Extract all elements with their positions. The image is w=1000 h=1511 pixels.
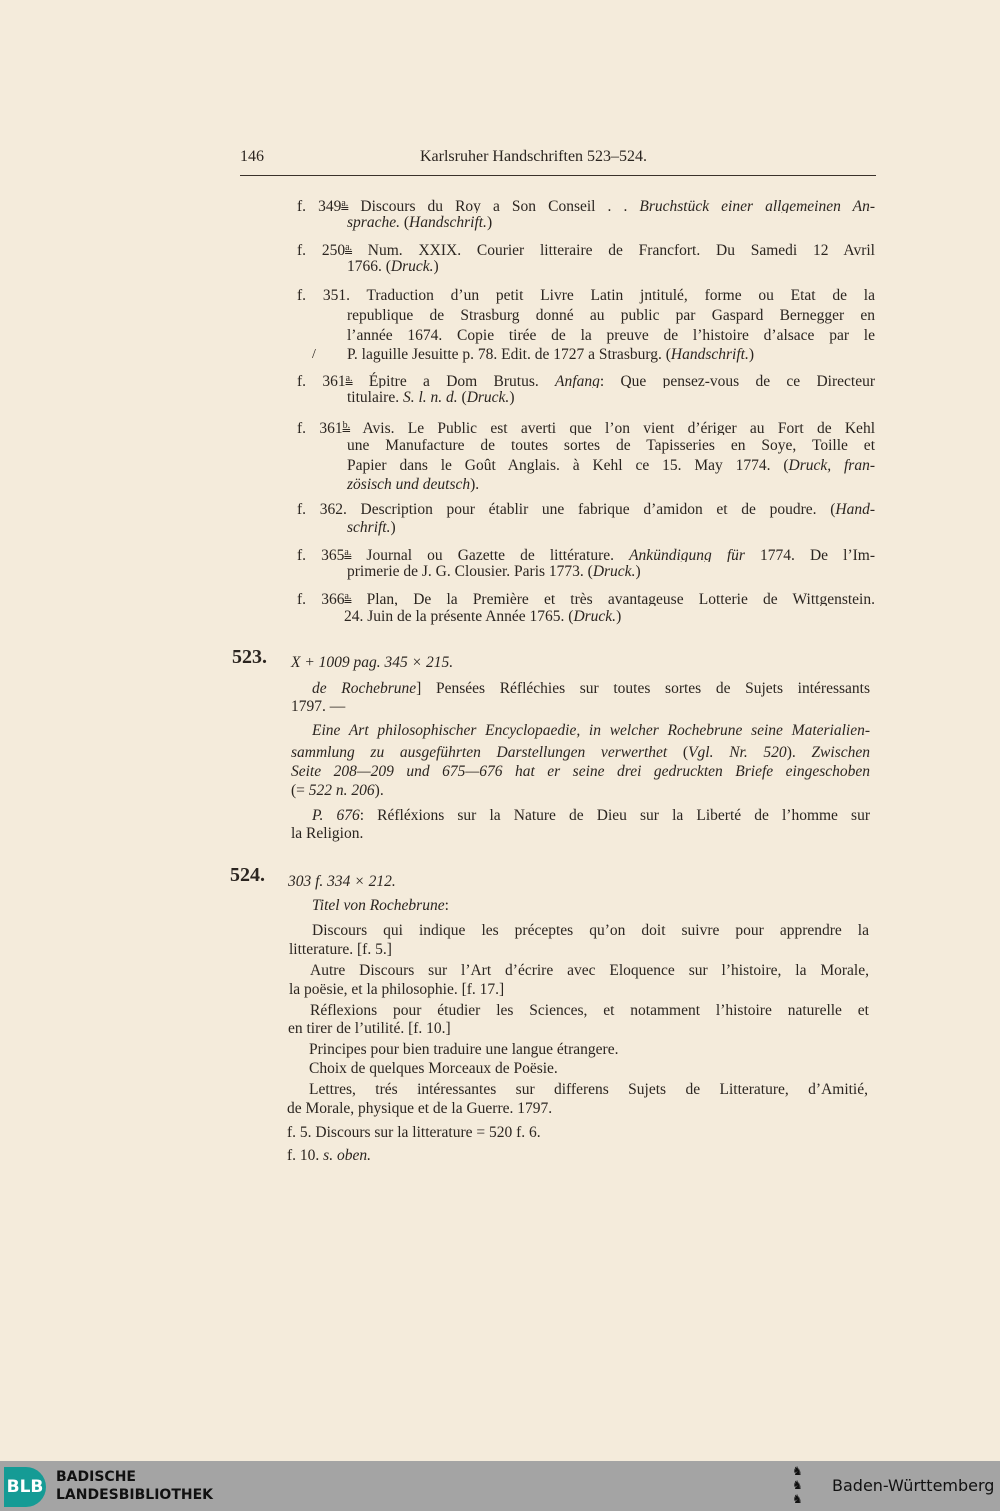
text-line: [297, 500, 875, 519]
text-segment: s. oben.: [323, 1147, 371, 1164]
text-segment: f. 349: [297, 198, 342, 213]
text-segment: ): [509, 389, 515, 406]
text-line: [310, 1001, 869, 1020]
text-segment: Discours qui indique les préceptes qu’on doit suivre pour apprendre la: [312, 922, 869, 939]
text-segment: Zwischen: [811, 744, 870, 761]
folio-superscript: a.: [345, 242, 353, 253]
text-line: [289, 980, 504, 999]
text-line: [312, 721, 870, 740]
text-line: [347, 257, 439, 276]
text-segment: primerie de J. G. Clousier. Paris 1773. (: [347, 563, 593, 580]
text-segment: Plan, De la Première et très avantageuse Lotterie de Wittgenstein.: [351, 591, 875, 606]
text-line: [312, 679, 870, 698]
text-segment: de Rochebrune: [312, 680, 417, 697]
text-line: [347, 456, 875, 475]
blb-logo[interactable]: BLB: [4, 1467, 46, 1507]
text-segment: 1766. (: [347, 258, 391, 275]
text-segment: f. 361: [297, 420, 343, 435]
text-segment: (: [667, 744, 689, 761]
folio-superscript: a.: [345, 373, 353, 384]
running-title: Karlsruher Handschriften 523–524.: [420, 148, 648, 165]
text-segment: Réflexions pour étudier les Sciences, et notamment l’histoire naturelle et: [310, 1002, 869, 1019]
text-segment: f. 5. Discours sur la litterature = 520 f. 6.: [287, 1124, 541, 1141]
text-segment: Ankündigung für: [629, 547, 745, 562]
text-line: [347, 306, 875, 325]
text-segment: republique de Strasburg donné au public par Gaspard Bernegger en: [347, 307, 875, 324]
text-line: [297, 238, 875, 257]
text-segment: P. laguille Jesuitte p. 78. Edit. de 1727 a Strasburg. (: [347, 346, 671, 363]
text-segment: Druck.: [573, 608, 617, 625]
text-line: [288, 872, 396, 891]
text-segment: Lettres, trés intéressantes sur differens Sujets de Litterature, d’Amitié,: [309, 1081, 868, 1098]
text-line: [312, 896, 449, 915]
text-segment: l’année 1674. Copie tirée de la preuve de l’histoire d’alsace par le: [347, 327, 875, 344]
text-line: [297, 369, 875, 388]
text-segment: f. 10.: [287, 1147, 324, 1164]
text-segment: Vgl. Nr. 520: [688, 744, 787, 761]
text-line: [287, 1123, 541, 1142]
text-segment: litterature. [f. 5.]: [289, 941, 392, 958]
text-segment: Papier dans le Goût Anglais. à Kehl ce 15. May 1774. (: [347, 457, 789, 474]
text-segment: 1774. De l’Im-: [744, 547, 875, 562]
text-line: [312, 921, 869, 940]
text-segment: de Morale, physique et de la Guerre. 1797.: [287, 1100, 553, 1117]
text-segment: S. l. n. d.: [402, 389, 458, 406]
text-line: [347, 345, 754, 364]
text-segment: f. 361: [297, 373, 346, 388]
text-segment: Titel von Rochebrune: [312, 897, 445, 914]
margin-mark: /: [312, 347, 316, 362]
text-segment: Épitre a Dom Brutus.: [352, 373, 556, 388]
text-segment: Druck, fran-: [788, 457, 875, 474]
text-segment: f. 362. Description pour établir une fabrique d’amidon et de poudre. (: [297, 501, 836, 518]
text-line: [291, 743, 870, 762]
text-line: [309, 1059, 558, 1078]
text-segment: Druck.: [390, 258, 434, 275]
text-segment: la poësie, et la philosophie. [f. 17.]: [289, 981, 505, 998]
text-segment: Handschrift.: [409, 214, 487, 231]
text-segment: Discours du Roy a Son Conseil . .: [348, 198, 640, 213]
text-line: [287, 1146, 371, 1165]
text-segment: 522 n. 206: [308, 782, 375, 799]
text-segment: ): [635, 563, 641, 580]
text-line: [297, 194, 875, 213]
text-segment: une Manufacture de toutes sortes de Tapisseries en Soye, Toille et: [347, 437, 875, 454]
text-line: [309, 1080, 868, 1099]
text-segment: ).: [470, 476, 480, 493]
text-segment: f. 250: [297, 242, 346, 257]
text-line: [347, 518, 396, 537]
text-segment: Anfang: [555, 373, 600, 388]
text-segment: zösisch und deutsch: [347, 476, 471, 493]
text-line: [347, 562, 641, 581]
text-segment: P. 676: [312, 807, 360, 824]
entry-number-523: 523.: [232, 646, 267, 668]
text-segment: Eine Art philosophischer Encyclopaedie, in welcher Rochebrune seine Materialien-: [312, 722, 870, 739]
text-segment: (: [399, 214, 409, 231]
text-line: [310, 961, 869, 980]
text-line: [347, 436, 875, 455]
text-line: [297, 286, 875, 305]
text-segment: 303 f. 334 × 212.: [288, 873, 396, 890]
text-line: [297, 543, 875, 562]
folio-superscript: a.: [344, 591, 352, 602]
text-segment: ): [486, 214, 493, 231]
text-segment: ): [390, 519, 396, 536]
text-segment: Hand-: [835, 501, 875, 518]
folio-superscript: b.: [342, 420, 351, 431]
text-line: [344, 607, 621, 626]
text-segment: sprache.: [347, 214, 400, 231]
page-number: 146: [240, 148, 264, 165]
text-line: [291, 762, 870, 781]
text-segment: Seite 208—209 und 675—676 hat er seine drei gedruckten Briefe eingeschoben: [291, 763, 870, 780]
text-line: [312, 806, 870, 825]
text-line: [297, 416, 875, 435]
text-line: [287, 1099, 552, 1118]
text-segment: Druck.: [466, 389, 510, 406]
text-segment: Handschrift.: [670, 346, 749, 363]
text-line: [347, 326, 875, 345]
text-segment: (: [457, 389, 467, 406]
footer-bar: [0, 1461, 1000, 1511]
state-name: Baden-Württemberg: [832, 1476, 995, 1495]
text-segment: f. 365: [297, 547, 345, 562]
text-segment: ): [748, 346, 754, 363]
text-line: [288, 1019, 451, 1038]
text-line: [347, 388, 514, 407]
folio-superscript: a.: [341, 198, 349, 209]
text-line: [309, 1040, 618, 1059]
library-name-line2: LANDESBIBLIOTHEK: [56, 1487, 214, 1503]
text-line: [347, 475, 479, 494]
text-segment: la Religion.: [291, 825, 364, 842]
text-segment: 24. Juin de la présente Année 1765. (: [344, 608, 574, 625]
text-segment: : Que pensez-vous de ce Directeur: [599, 373, 875, 388]
text-line: [291, 653, 453, 672]
text-segment: 1797. —: [291, 698, 346, 715]
text-line: [291, 824, 363, 843]
text-segment: en tirer de l’utilité. [f. 10.]: [288, 1020, 451, 1037]
text-segment: Principes pour bien traduire une langue étrangere.: [309, 1041, 619, 1058]
text-segment: Choix de quelques Morceaux de Poësie.: [309, 1060, 558, 1077]
text-segment: :: [444, 897, 449, 914]
text-segment: : Réfléxions sur la Nature de Dieu sur la Liberté de l’homme sur: [359, 807, 870, 824]
text-segment: ): [433, 258, 439, 275]
text-line: [291, 697, 345, 716]
coat-of-arms-icon: ♞ ♞ ♞: [792, 1464, 803, 1506]
text-segment: ).: [374, 782, 384, 799]
text-line: [291, 781, 384, 800]
text-segment: f. 366: [297, 591, 345, 606]
text-segment: Avis. Le Public est averti que l’on vient d’ériger au Fort de Kehl: [350, 420, 875, 435]
text-segment: ).: [786, 744, 812, 761]
text-line: [347, 213, 492, 232]
text-line: [289, 940, 392, 959]
text-line: [297, 587, 875, 606]
text-segment: (=: [291, 782, 309, 799]
text-segment: Num. XXIX. Courier litteraire de Francfort. Du Samedi 12 Avril: [352, 242, 875, 257]
text-segment: ): [616, 608, 622, 625]
text-segment: Druck.: [592, 563, 636, 580]
library-name-line1: BADISCHE: [56, 1469, 136, 1485]
text-segment: titulaire.: [347, 389, 403, 406]
text-segment: Bruchstück einer allgemeinen An-: [639, 198, 875, 213]
text-segment: schrift.: [347, 519, 391, 536]
text-segment: sammlung zu ausgeführten Darstellungen verwerthet: [291, 744, 668, 761]
text-segment: X + 1009 pag. 345 × 215.: [291, 654, 454, 671]
text-segment: Autre Discours sur l’Art d’écrire avec Eloquence sur l’histoire, la Morale,: [310, 962, 869, 979]
text-segment: f. 351. Traduction d’un petit Livre Latin jntitulé, forme ou Etat de la: [297, 287, 875, 304]
header-rule: [240, 175, 876, 176]
entry-number-524: 524.: [230, 864, 265, 886]
text-segment: Journal ou Gazette de littérature.: [351, 547, 630, 562]
text-segment: ] Pensées Réfléchies sur toutes sortes de Sujets intéressants: [416, 680, 870, 697]
folio-superscript: a.: [344, 547, 352, 558]
